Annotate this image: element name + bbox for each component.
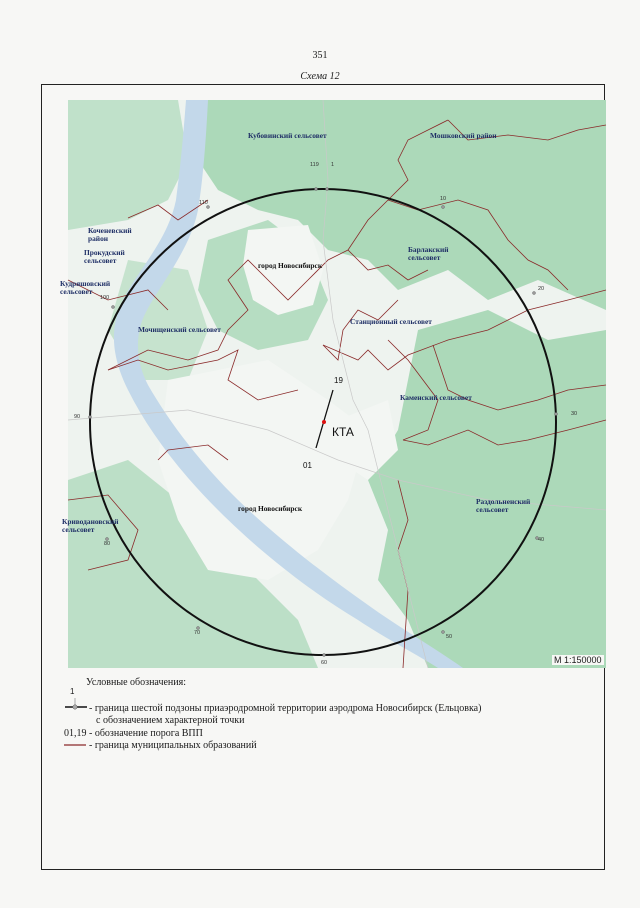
label-kubovinsky: Кубовинский сельсовет	[248, 131, 327, 140]
page-number: 351	[312, 50, 328, 61]
label-novosibirsk-city: город Новосибирск	[238, 504, 303, 513]
label-stantsionny: Станционный сельсовет	[350, 317, 432, 326]
threshold-01-label: 01	[303, 461, 312, 470]
aerodrome-reference-point	[322, 420, 326, 424]
label-moshkovsky: Мошковский район	[430, 131, 497, 140]
label-krivodanovsky: Криводановский сельсовет	[62, 517, 119, 534]
point-label-70: 70	[194, 630, 201, 636]
legend-municipal-symbol	[64, 741, 86, 749]
legend-title: Условные обозначения:	[86, 677, 187, 688]
label-razdolnensky: Раздольненский сельсовет	[476, 497, 531, 514]
threshold-19-label: 19	[334, 376, 343, 385]
label-kudryashovsky: Кудряшовский сельсовет	[60, 279, 111, 296]
point-label-50: 50	[446, 634, 453, 640]
point-label-100: 100	[100, 295, 110, 301]
legend-boundary-symbol	[64, 697, 88, 713]
map-scale: М 1:150000	[554, 655, 602, 665]
point-label-40: 40	[538, 537, 545, 543]
point-label-110: 110	[199, 200, 208, 206]
legend-runway-text: 01,19 - обозначение порога ВПП	[64, 728, 203, 739]
legend-point-example: 1	[70, 687, 75, 696]
label-mochishchensky: Мочищенский сельсовет	[138, 325, 221, 334]
label-barlaksky: Барлакский сельсовет	[408, 245, 449, 262]
point-label-119: 119	[310, 162, 319, 168]
point-label-80: 80	[104, 541, 111, 547]
point-label-1: 1	[331, 162, 335, 168]
label-kochenevsky: Коченевский район	[88, 226, 132, 243]
legend-municipal-text: - граница муниципальных образований	[89, 740, 257, 751]
label-prokudsky: Прокудский сельсовет	[84, 248, 125, 265]
point-label-10: 10	[440, 196, 447, 202]
label-novosibirsk-north: город Новосибирск	[258, 261, 323, 270]
scheme-title: Схема 12	[300, 71, 340, 82]
legend-boundary-text: - граница шестой подзоны приаэродромной территории аэродрома Новосибирск (Ельцовка)	[89, 703, 482, 714]
label-kamensky: Каменский сельсовет	[400, 393, 472, 402]
legend-boundary-text-2: с обозначением характерной точки	[96, 715, 245, 726]
point-label-30: 30	[571, 411, 578, 417]
kta-label: КТА	[332, 425, 354, 439]
point-label-90: 90	[74, 414, 81, 420]
point-label-20: 20	[538, 286, 545, 292]
point-label-60: 60	[321, 660, 328, 666]
